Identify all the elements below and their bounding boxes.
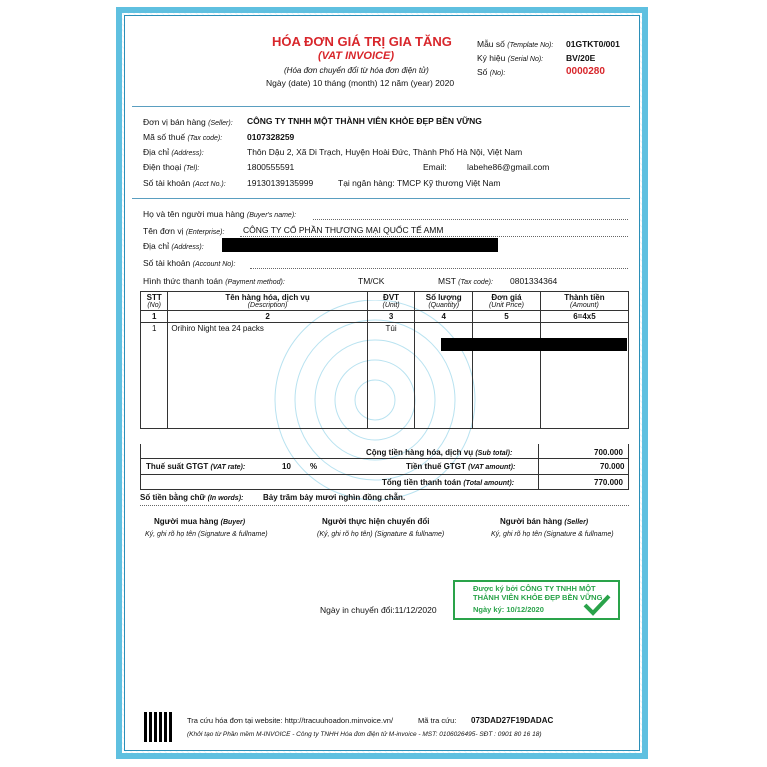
seller-acct-label: Số tài khoản (Acct No.): (143, 178, 226, 188)
invoice-number: 0000280 (566, 66, 605, 77)
vat-amount-label: Tiền thuế GTGT (VAT amount): (406, 462, 516, 471)
column-number-row: 1 2 3 4 5 6=4x5 (141, 311, 629, 323)
seller-bank: Tại ngân hàng: TMCP Kỹ thương Việt Nam (338, 178, 501, 188)
template-label: Mẫu số (Template No): (477, 39, 554, 49)
buyer-sign-title: Người mua hàng (Buyer) (154, 517, 246, 526)
divider (132, 198, 630, 199)
invoice-subtitle: (Hóa đơn chuyển đổi từ hóa đơn điện tử) (284, 66, 429, 75)
seller-email-label: Email: (423, 162, 447, 172)
lookup-code-label: Mã tra cứu: (418, 716, 457, 725)
dotted-line (140, 505, 629, 506)
seller-tax-label: Mã số thuế (Tax code): (143, 132, 223, 142)
header-quantity: Số lượng (Quantity) (415, 292, 473, 311)
buyer-mst-label: MST (Tax code): (438, 276, 493, 286)
signed-date: Ngày ký: 10/12/2020 (473, 605, 544, 614)
subtotal-label: Cộng tiền hàng hóa, dịch vụ (Sub total): (366, 448, 513, 457)
dotted-line (250, 268, 628, 269)
lookup-code: 073DAD27F19DADAC (471, 716, 554, 725)
amount-in-words: Bảy trăm bảy mươi nghìn đồng chẵn. (263, 493, 406, 502)
software-note: (Khởi tạo từ Phần mềm M-INVOICE - Công ty TNHH Hóa đơn điện tử M-invoice - MST: 0106026495- SĐT : 0901 80 16 18) (187, 731, 542, 738)
buyer-name-label: Họ và tên người mua hàng (Buyer's name): (143, 209, 297, 219)
vat-rate-label: Thuế suất GTGT (VAT rate): (146, 462, 246, 471)
lookup-info: Tra cứu hóa đơn tại website: http://tracuuhoadon.minvoice.vn/ (187, 716, 394, 725)
converter-sign-title: Người thực hiện chuyển đổi (322, 517, 430, 526)
header-unit-price: Đơn giá (Unit Price) (473, 292, 541, 311)
seller-email: labehe86@gmail.com (467, 162, 550, 172)
serial-value: BV/20E (566, 53, 596, 63)
table-row: 1 Orihiro Night tea 24 packs Túi (141, 323, 629, 429)
total-label: Tổng tiền thanh toán (Total amount): (382, 478, 515, 487)
vat-rate-unit: % (310, 462, 318, 471)
items-table (140, 291, 629, 429)
dotted-line (240, 236, 628, 237)
digital-signature-stamp (453, 580, 620, 620)
invoice-date: Ngày (date) 10 tháng (month) 12 năm (year) 2020 (266, 78, 455, 88)
template-value: 01GTKT0/001 (566, 39, 620, 49)
redacted-block (222, 238, 498, 252)
header-amount: Thành tiền (Amount) (540, 292, 628, 311)
invoice-title-en: (VAT INVOICE) (318, 50, 394, 62)
buyer-enterprise: CÔNG TY CỔ PHẦN THƯƠNG MẠI QUỐC TẾ AMM (243, 225, 444, 235)
header-no: STT (No) (141, 292, 168, 311)
number-label: Số (No): (477, 67, 506, 77)
buyer-account-label: Số tài khoản (Account No): (143, 258, 236, 268)
converter-sign-note: (Ký, ghi rõ họ tên) (Signature & fullname) (317, 531, 445, 538)
vat-amount-value: 70.000 (600, 462, 625, 471)
seller-tel: 1800555591 (247, 162, 295, 172)
divider (132, 106, 630, 107)
dotted-line (313, 219, 628, 220)
seller-sign-note: Ký, ghi rõ họ tên (Signature & fullname) (491, 531, 614, 538)
seller-address: Thôn Dậu 2, Xã Di Trạch, Huyện Hoài Đức, Thành Phố Hà Nội, Việt Nam (247, 147, 523, 157)
invoice-title: HÓA ĐƠN GIÁ TRỊ GIA TĂNG (272, 34, 452, 49)
seller-sign-title: Người bán hàng (Seller) (500, 517, 589, 526)
checkmark-icon (583, 594, 611, 616)
header-unit: ĐVT (Unit) (367, 292, 415, 311)
divider (140, 474, 629, 475)
serial-label: Ký hiệu (Serial No): (477, 53, 544, 63)
divider (140, 458, 629, 459)
table-header-row (141, 292, 629, 311)
buyer-enterprise-label: Tên đơn vị (Enterprise): (143, 226, 225, 236)
seller-tel-label: Điện thoại (Tel): (143, 162, 200, 172)
convert-date: Ngày in chuyển đổi:11/12/2020 (320, 605, 437, 615)
seller-name: CÔNG TY TNHH MỘT THÀNH VIÊN KHỎE ĐẸP BỀN VỮNG (247, 116, 482, 126)
total-value: 770.000 (594, 478, 623, 487)
redacted-block (441, 338, 627, 351)
vat-rate-value: 10 (282, 462, 291, 471)
subtotal-value: 700.000 (594, 448, 623, 457)
buyer-address-label: Địa chỉ (Address): (143, 241, 204, 251)
buyer-sign-note: Ký, ghi rõ họ tên (Signature & fullname) (145, 531, 268, 538)
divider (538, 444, 539, 490)
header-description: Tên hàng hóa, dịch vụ (Description) (168, 292, 367, 311)
seller-tax: 0107328259 (247, 132, 295, 142)
signed-by: Được ký bởi CÔNG TY TNHH MỘT THÀNH VIÊN KHỎE ĐẸP BỀN VỮNG (473, 584, 603, 602)
payment-label: Hình thức thanh toán (Payment method): (143, 276, 285, 286)
seller-acct: 19130139135999 (247, 178, 314, 188)
seller-name-label: Đơn vị bán hàng (Seller): (143, 117, 233, 127)
amount-in-words-label: Số tiền bằng chữ (In words): (140, 493, 244, 502)
payment-method: TM/CK (358, 276, 385, 286)
buyer-mst: 0801334364 (510, 276, 558, 286)
qr-code (144, 712, 174, 742)
seller-address-label: Địa chỉ (Address): (143, 147, 204, 157)
